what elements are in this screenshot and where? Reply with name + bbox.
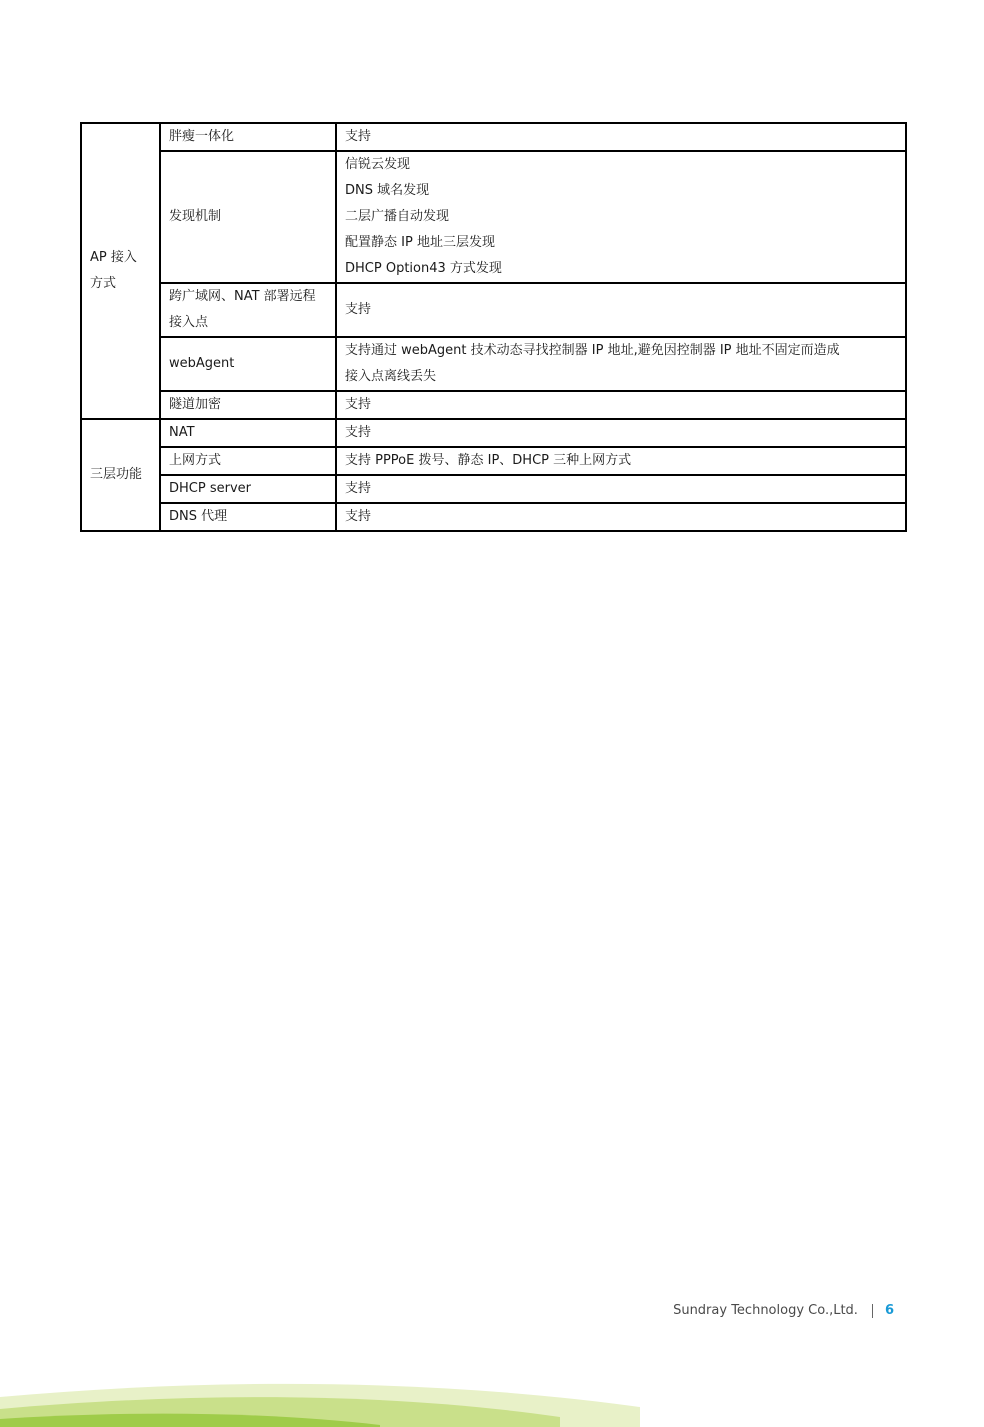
footer-divider: [872, 1304, 873, 1318]
value-cell: [336, 151, 906, 283]
value-cell: 支持: [336, 283, 906, 337]
feature-cell: DNS 代理: [160, 503, 336, 531]
table-row: [81, 337, 906, 391]
feature-cell: NAT: [160, 419, 336, 447]
value-cell: 支持: [336, 475, 906, 503]
feature-cell: 发现机制: [160, 151, 336, 283]
discovery-item: DNS 域名发现: [345, 183, 430, 198]
group-layer3: 三层功能: [81, 419, 160, 531]
feature-cell: webAgent: [160, 337, 336, 391]
table-row: [81, 475, 906, 503]
feature-cell: 隧道加密: [160, 391, 336, 419]
value-cell: 支持 PPPoE 拨号、静态 IP、DHCP 三种上网方式: [336, 447, 906, 475]
feature-cell: 上网方式: [160, 447, 336, 475]
discovery-item: 配置静态 IP 地址三层发现: [345, 235, 495, 250]
table-row: [81, 419, 906, 447]
group-ap-access: AP 接入 方式: [81, 123, 160, 419]
feature-cell: 胖瘦一体化: [160, 123, 336, 151]
company-name: Sundray Technology Co.,Ltd.: [673, 1303, 858, 1318]
table-row: [81, 503, 906, 531]
value-cell: 支持: [336, 419, 906, 447]
feature-cell: DHCP server: [160, 475, 336, 503]
feature-cell: 跨广域网、NAT 部署远程 接入点: [160, 283, 336, 337]
table-row: [81, 283, 906, 337]
page-footer: [673, 1303, 894, 1318]
value-cell: 支持: [336, 123, 906, 151]
value-cell: 支持: [336, 503, 906, 531]
table-row: [81, 151, 906, 283]
value-cell: 支持通过 webAgent 技术动态寻找控制器 IP 地址,避免因控制器 IP 地址不固定而造成 接入点离线丢失: [336, 337, 906, 391]
table-row: [81, 123, 906, 151]
table-row: [81, 447, 906, 475]
spec-table: [80, 122, 907, 532]
discovery-item: 信锐云发现: [345, 157, 411, 172]
page-number: 6: [884, 1303, 894, 1318]
table-row: [81, 391, 906, 419]
value-cell: 支持: [336, 391, 906, 419]
discovery-item: 二层广播自动发现: [345, 209, 450, 224]
decorative-green-wave: [0, 1367, 984, 1427]
discovery-item: DHCP Option43 方式发现: [345, 261, 502, 276]
